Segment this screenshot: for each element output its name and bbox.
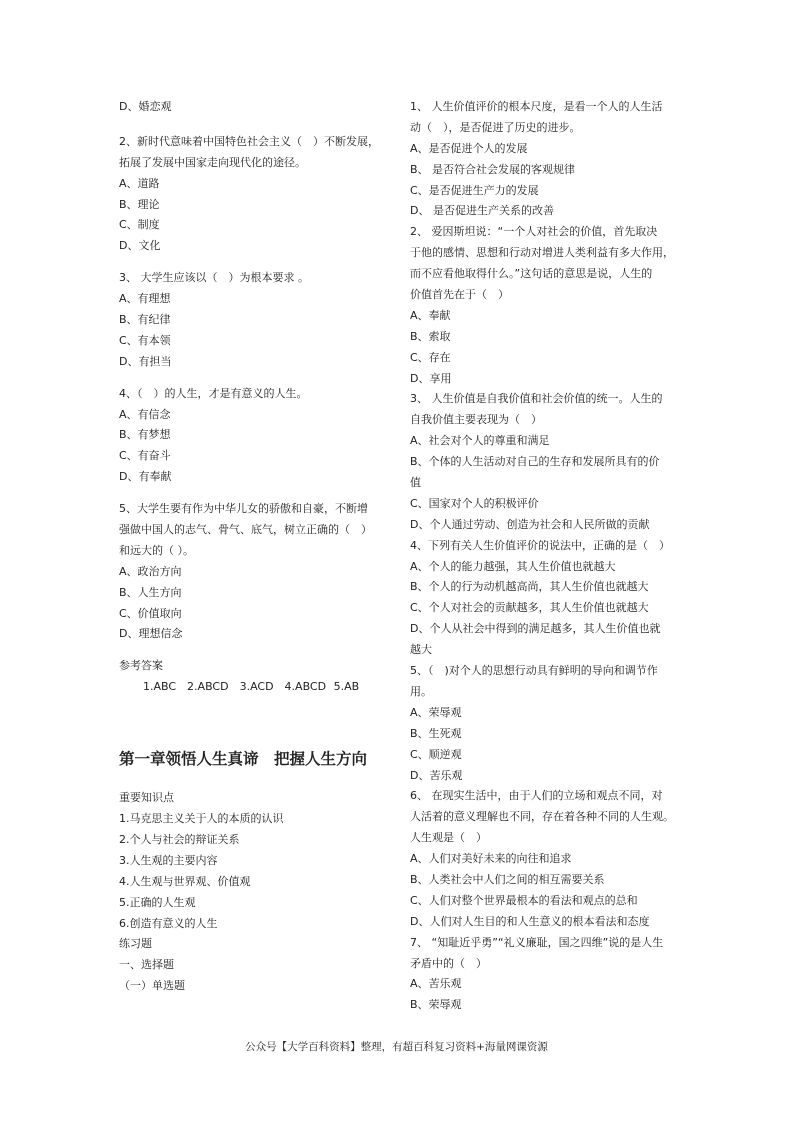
question-option: D、有奉献 [119, 470, 172, 484]
text-line: 动（ ），是否促进了历史的进步。 [410, 120, 581, 134]
text-line: B、 是否符合社会发展的客观规律 [410, 162, 576, 176]
text-line: C、个人对社会的贡献越多，其人生价值也就越大 [410, 601, 649, 615]
text-line: A、苦乐观 [410, 977, 462, 991]
text-line: A、奉献 [410, 308, 451, 322]
question-stem: 5、大学生要有作为中华儿女的骄傲和自豪，不断增 [119, 502, 368, 516]
question-option: C、有奋斗 [119, 449, 171, 463]
question-option: B、人生方向 [119, 585, 182, 599]
question-option: C、价值取向 [119, 606, 182, 620]
text-line: 2、 爱因斯坦说：“一个人对社会的价值，首先取决 [410, 225, 658, 239]
text-line: D、个人从社会中得到的满足越多，其人生价值也就 [410, 622, 661, 636]
text-line: C、顺逆观 [410, 747, 462, 761]
text-line: C、是否促进生产力的发展 [410, 183, 539, 197]
text-line: A、社会对个人的尊重和满足 [410, 434, 550, 448]
section-title: 一、选择题 [119, 958, 174, 972]
text-line: A、人们对美好未来的向往和追求 [410, 852, 572, 866]
knowledge-point: 4.人生观与世界观、价值观 [119, 874, 251, 888]
knowledge-point: 6.创造有意义的人生 [119, 916, 218, 930]
text-line: 而不应看他取得什么。”这句话的意思是说，人生的 [410, 267, 653, 281]
question-option: B、有纪律 [119, 313, 171, 327]
text-line: 6、 在现实生活中，由于人们的立场和观点不同，对 [410, 789, 663, 803]
knowledge-point: 3.人生观的主要内容 [119, 853, 218, 867]
text-line: A、是否促进个人的发展 [410, 141, 528, 155]
knowledge-point: 2.个人与社会的辩证关系 [119, 832, 240, 846]
text-line: 于他的感情、思想和行动对增进人类利益有多大作用， [410, 246, 674, 260]
text-line: 越大 [410, 643, 432, 657]
text-line: D、个人通过劳动、创造为社会和人民所做的贡献 [410, 517, 650, 531]
text-line: B、人类社会中人们之间的相互需要关系 [410, 872, 605, 886]
answer-title: 参考答案 [119, 659, 163, 673]
question-stem: 2、新时代意味着中国特色社会主义（ ）不断发展， [119, 134, 379, 148]
text-line: 值 [410, 476, 421, 490]
text-line: 3、 人生价值是自我价值和社会价值的统一。人生的 [410, 392, 663, 406]
exercise-title: 练习题 [119, 937, 152, 951]
text-line: B、索取 [410, 329, 451, 343]
question-stem: 拓展了发展中国家走向现代化的途径。 [119, 155, 306, 169]
knowledge-point: 5.正确的人生观 [119, 895, 196, 909]
question-stem: 4、（ ）的人生，才是有意义的人生。 [119, 386, 308, 400]
question-option: C、有本领 [119, 333, 171, 347]
subsection-title: （一）单选题 [119, 979, 185, 993]
knowledge-title: 重要知识点 [119, 791, 174, 805]
question-stem: 强做中国人的志气、骨气、底气，树立正确的（ ） [119, 523, 372, 537]
question-option: D、有担当 [119, 354, 172, 368]
text-line: A、荣辱观 [410, 705, 462, 719]
knowledge-point: 1.马克思主义关于人的本质的认识 [119, 812, 284, 826]
text-line: B、生死观 [410, 726, 462, 740]
left-column [119, 97, 389, 997]
text-line: B、荣辱观 [410, 998, 462, 1012]
chapter-title: 第一章领悟人生真谛 把握人生方向 [119, 750, 368, 769]
question-option: A、政治方向 [119, 564, 182, 578]
question-option: B、理论 [119, 197, 160, 211]
text-line: B、个体的人生活动对自己的生存和发展所具有的价 [410, 455, 660, 469]
answer-key: 1.ABC 2.ABCD 3.ACD 4.ABCD 5.AB [143, 680, 360, 694]
text-line: D、人们对人生目的和人生意义的根本看法和态度 [410, 914, 650, 928]
text-line: 自我价值主要表现为（ ） [410, 413, 542, 427]
question-option: A、道路 [119, 176, 160, 190]
page-footer: 公众号【大学百科资料】整理，有超百科复习资料+海量网课资源 [245, 1041, 548, 1053]
question-list [119, 132, 389, 656]
knowledge-point-list [119, 809, 389, 934]
text-line: 价值首先在于（ ） [410, 288, 509, 302]
question-option: D、文化 [119, 239, 161, 253]
text-line: D、享用 [410, 371, 452, 385]
question-option: A、有信念 [119, 407, 171, 421]
question-stem: 和远大的（ ）。 [119, 543, 194, 557]
text-line: 1、 人生价值评价的根本尺度，是看一个人的人生活 [410, 100, 663, 113]
text-line: 7、 “知耻近乎勇”“礼义廉耻，国之四维”说的是人生 [410, 935, 664, 949]
question-option: D、理想信念 [119, 627, 183, 641]
question-option: B、有梦想 [119, 428, 171, 442]
text-line: 4、下列有关人生价值评价的说法中，正确的是（ ） [410, 538, 670, 552]
text-line: B、个人的行为动机越高尚，其人生价值也就越大 [410, 580, 649, 594]
text-line: C、存在 [410, 350, 451, 364]
text-line: D、苦乐观 [410, 768, 463, 782]
text-line: 人生观是（ ） [410, 831, 487, 845]
text-line: C、人们对整个世界最根本的看法和观点的总和 [410, 893, 638, 907]
question-option: A、有理想 [119, 292, 171, 306]
text-line: A、个人的能力越强，其人生价值也就越大 [410, 559, 616, 573]
question-option: C、制度 [119, 218, 160, 232]
text-line: D、 是否促进生产关系的改善 [410, 204, 554, 218]
text-line: 矛盾中的（ ） [410, 956, 487, 970]
text-line: C、国家对个人的积极评价 [410, 496, 539, 510]
text-line: 用。 [410, 684, 432, 698]
text-line: 人活着的意义理解也不同，存在着各种不同的人生观。 [410, 810, 674, 824]
right-column [410, 97, 680, 1016]
question-stem: 3、 大学生应该以（ ）为根本要求 。 [119, 271, 309, 285]
text-line: 5、（ )对个人的思想行动具有鲜明的导向和调节作 [410, 664, 658, 678]
question-option: D、婚恋观 [119, 100, 172, 113]
